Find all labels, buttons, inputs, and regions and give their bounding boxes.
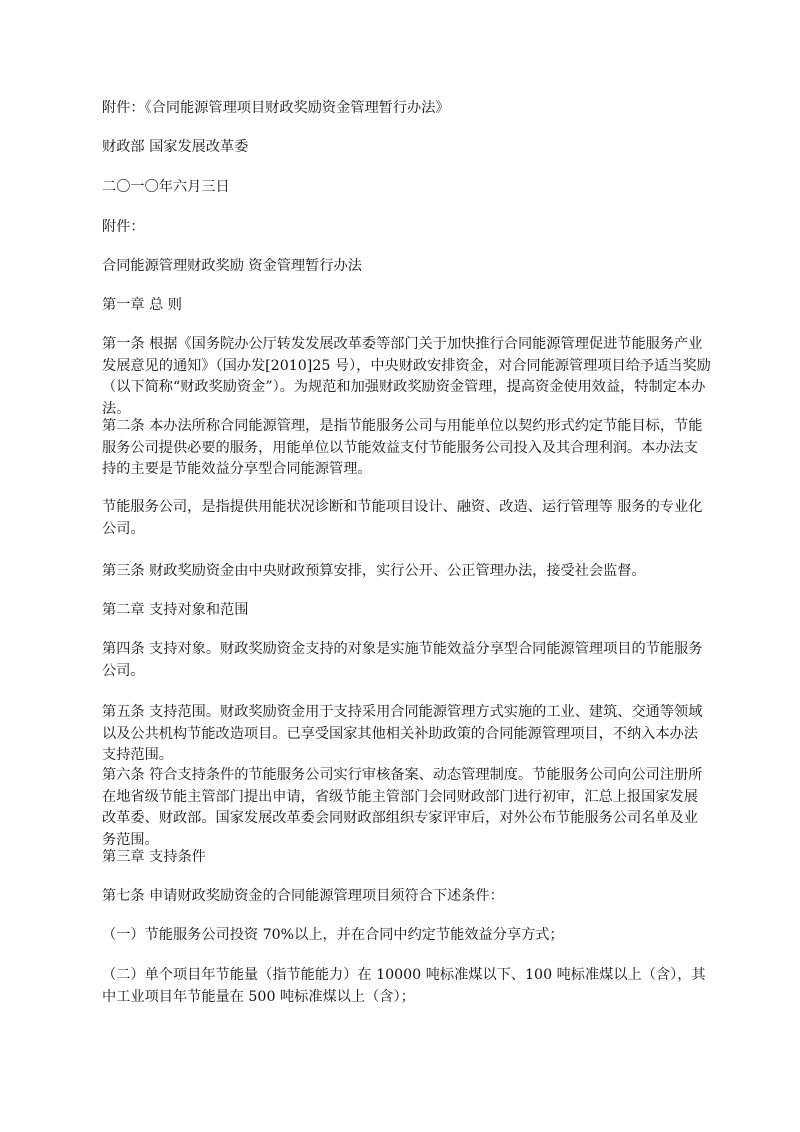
document-title: 合同能源管理财政奖励 资金管理暂行办法 [102,258,362,274]
article-6: 第六条 符合支持条件的节能服务公司实行审核备案、动态管理制度。节能服务公司向公司注册所在地省级节能主管部门提出申请，省级节能主管部门会同财政部门进行初审，汇总上报国家发展改革委、财政部。国家发展改革委会同财政部组织专家评审后，对外公布节能服务公司名单及业务范围。 [102,767,703,848]
attachment-heading: 附件：《合同能源管理项目财政奖励资金管理暂行办法》 [102,100,450,116]
chapter-2-heading: 第二章 支持对象和范围 [102,602,249,618]
attachment-label: 附件： [102,219,145,235]
article-2-definition: 节能服务公司，是指提供用能状况诊断和节能项目设计、融资、改造、运行管理等 服务的专业化公司。 [102,499,703,537]
article-7-item-1: （一）节能服务公司投资 70%以上，并在合同中约定节能效益分享方式； [102,927,564,943]
issue-date: 二〇一〇年六月三日 [102,179,230,195]
article-5: 第五条 支持范围。财政奖励资金用于支持采用合同能源管理方式实施的工业、建筑、交通等领域以及公共机构节能改造项目。已享受国家其他相关补助政策的合同能源管理项目，不纳入本办法支持范围。 [102,704,703,763]
article-1: 第一条 根据《国务院办公厅转发发展改革委等部门关于加快推行合同能源管理促进节能服务产业发展意见的通知》（国办发[2010]25 号），中央财政安排资金，对合同能源管理项目给予适当奖励（以下简称“财政奖励资金”）。为规范和加强财政奖励资金管理，提高资金使用效益，特制定本办法。 [102,336,711,417]
article-7-item-2: （二）单个项目年节能量（指节能能力）在 10000 吨标准煤以下、100 吨标准煤以上（含），其中工业项目年节能量在 500 吨标准煤以上（含）； [102,967,706,1005]
article-4: 第四条 支持对象。财政奖励资金支持的对象是实施节能效益分享型合同能源管理项目的节能服务公司。 [102,641,703,679]
chapter-3-heading: 第三章 支持条件 [102,849,206,865]
article-3: 第三条 财政奖励资金由中央财政预算安排，实行公开、公正管理办法，接受社会监督。 [102,563,646,579]
chapter-1-heading: 第一章 总 则 [102,297,182,313]
issuing-agencies: 财政部 国家发展改革委 [102,139,249,155]
article-2: 第二条 本办法所称合同能源管理，是指节能服务公司与用能单位以契约形式约定节能目标，节能服务公司提供必要的服务，用能单位以节能效益支付节能服务公司投入及其合理利润。本办法支持的主要是节能效益分享型合同能源管理。 [102,418,703,477]
article-7: 第七条 申请财政奖励资金的合同能源管理项目须符合下述条件： [102,888,504,904]
